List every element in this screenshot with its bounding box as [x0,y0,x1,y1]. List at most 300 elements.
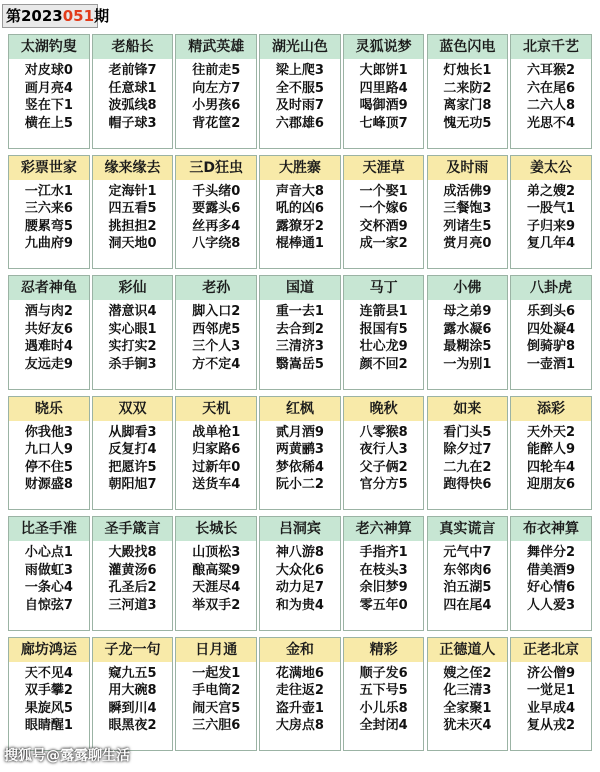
card-lines [260,180,340,253]
card-line: 一江水1 [24,183,73,199]
card-title: 晓乐 [9,397,89,421]
card-line: 三河道3 [108,597,157,613]
card-title: 湖光山色 [260,35,340,59]
card-line: 天涯尽4 [192,580,241,595]
issue-suffix: 期 [94,7,110,25]
card-line: 洞天地0 [108,236,157,251]
card-title: 姜太公 [511,156,591,180]
card-line: 一个嫁6 [359,201,408,216]
card-line: 实打实2 [108,339,157,354]
card-line: 九曲府9 [24,236,73,251]
card-0-0 [8,34,90,149]
card-lines [511,421,591,494]
card-line: 母之弟9 [443,304,492,319]
card-line: 灯烛长1 [443,63,492,78]
card-line: 窥九五5 [108,665,157,681]
card-line: 停不住5 [24,459,73,475]
card-line: 最糊涂5 [443,339,492,354]
card-line: 花满地6 [275,665,324,681]
card-line: 老前锋7 [108,63,157,78]
card-line: 大房点8 [275,718,324,733]
card-line: 大众化6 [275,562,324,578]
card-title: 天涯草 [344,156,424,180]
card-title: 精彩 [344,638,424,662]
card-line: 果旋风5 [24,700,73,716]
card-title: 及时雨 [428,156,508,180]
card-line: 一为别1 [443,356,492,372]
card-line: 人人爱3 [527,597,576,613]
card-line: 盗升壶1 [275,700,324,716]
card-title: 彩票世家 [9,156,89,180]
card-line: 举双手2 [192,597,241,613]
card-lines [93,421,173,494]
card-lines [9,662,89,735]
card-title: 日月通 [176,638,256,662]
card-title: 大胜寨 [260,156,340,180]
card-line: 酒与肉2 [24,304,73,319]
card-lines [260,300,340,373]
card-line: 动力足7 [275,580,324,595]
card-4-3 [259,516,341,631]
card-line: 连箭县1 [359,304,408,319]
card-line: 灌黄汤6 [108,562,157,578]
card-lines [9,541,89,614]
card-line: 济公僧9 [527,665,576,681]
card-line: 四里路4 [359,80,408,96]
card-line: 小儿乐8 [359,700,408,716]
card-4-6 [510,516,592,631]
card-line: 财源盛8 [24,477,73,492]
card-lines [511,180,591,253]
card-2-2 [175,275,257,390]
card-title: 精武英雄 [176,35,256,59]
card-lines [260,59,340,132]
card-line: 离家门8 [443,98,492,113]
card-line: 露水凝6 [443,321,492,337]
card-line: 跑得快6 [443,477,492,492]
card-title: 灵狐说梦 [344,35,424,59]
card-line: 看门头5 [443,424,492,440]
card-title: 小佛 [428,276,508,300]
card-line: 除夕过7 [443,442,492,457]
card-4-5 [427,516,509,631]
card-line: 孔圣后2 [108,580,157,595]
card-5-6 [510,637,592,752]
card-line: 好心情6 [527,580,576,595]
card-line: 小男孩6 [192,98,241,113]
card-4-2 [175,516,257,631]
card-line: 三清济3 [275,339,324,354]
card-line: 犹未灭4 [443,718,492,733]
card-1-3 [259,155,341,270]
card-line: 神八游8 [275,545,324,560]
card-line: 背花筐2 [192,115,241,131]
card-title: 红枫 [260,397,340,421]
card-line: 小心点1 [24,545,73,560]
card-line: 脚入口2 [192,304,241,319]
card-line: 天外天2 [527,424,576,440]
card-line: 八零猴8 [359,424,408,440]
card-line: 波弧线8 [108,98,157,113]
card-line: 一条心4 [24,580,73,595]
card-0-2 [175,34,257,149]
card-line: 闹天宫5 [192,700,241,716]
card-lines [9,180,89,253]
card-line: 梦依稀4 [275,459,324,475]
issue-prefix: 第2023 [6,7,63,25]
watermark: 搜狐号@露露聊生活 [4,748,130,764]
card-line: 余旧梦9 [359,580,408,595]
card-line: 往前走5 [192,63,241,78]
card-5-3 [259,637,341,752]
card-lines [511,300,591,373]
card-line: 千头绪0 [192,183,241,199]
card-2-1 [92,275,174,390]
card-line: 赏月亮0 [443,236,492,251]
issue-header [2,4,110,28]
card-title: 双双 [93,397,173,421]
card-3-4 [343,396,425,511]
card-lines [93,59,173,132]
card-title: 金和 [260,638,340,662]
card-line: 六在尾6 [527,80,576,96]
card-line: 你我他3 [24,424,73,440]
card-lines [428,541,508,614]
card-lines [260,541,340,614]
card-0-1 [92,34,174,149]
card-line: 成一家2 [359,236,408,251]
card-1-6 [510,155,592,270]
card-line: 夜行人3 [359,442,408,457]
card-lines [176,421,256,494]
card-title: 比圣手准 [9,517,89,541]
card-3-6 [510,396,592,511]
card-line: 三六来6 [24,201,73,216]
issue-number: 051 [62,7,95,25]
card-line: 泊五湖5 [443,580,492,595]
card-line: 复几年4 [527,236,576,251]
card-line: 八字绕8 [192,236,241,251]
card-line: 四五看5 [108,201,157,216]
card-line: 自惊弦7 [24,597,73,613]
card-line: 眼黑夜2 [108,718,157,733]
card-line: 借美酒9 [527,562,576,578]
card-1-5 [427,155,509,270]
card-line: 用大碗8 [108,683,157,698]
card-title: 彩仙 [93,276,173,300]
card-2-0 [8,275,90,390]
card-lines [176,180,256,253]
card-line: 五下号5 [359,683,408,698]
card-title: 老六神算 [344,517,424,541]
card-line: 方不定4 [192,356,241,372]
card-line: 杀手锏3 [108,356,157,372]
card-line: 壮心龙9 [359,339,408,354]
card-title: 正老北京 [511,638,591,662]
card-line: 业早成4 [527,700,576,716]
card-4-1 [92,516,174,631]
card-line: 挑担担2 [108,218,157,234]
card-line: 七峰顶7 [359,115,408,131]
card-line: 声音大8 [275,183,324,199]
card-lines [344,662,424,735]
card-line: 四处凝4 [527,321,576,337]
card-line: 横在上5 [24,115,73,131]
card-line: 露獠牙2 [275,218,324,234]
card-line: 能醉人9 [527,442,576,457]
card-line: 六耳猴2 [527,63,576,78]
card-line: 弟之嫂2 [527,183,576,199]
card-line: 一壶酒1 [527,356,576,372]
card-line: 帽子球3 [108,115,157,131]
card-line: 天不见4 [24,665,73,681]
card-title: 天机 [176,397,256,421]
card-line: 手指齐1 [359,545,408,560]
card-line: 化三清3 [443,683,492,698]
card-line: 两黄鹂3 [275,442,324,457]
card-line: 瞬到川4 [108,700,157,716]
card-title: 子龙一句 [93,638,173,662]
card-line: 去合到2 [275,321,324,337]
card-title: 太湖钓叟 [9,35,89,59]
card-lines [344,541,424,614]
card-line: 重一去1 [275,304,324,319]
card-line: 和为贵4 [275,597,324,613]
card-lines [260,662,340,735]
card-line: 舞伴分2 [527,545,576,560]
card-lines [176,59,256,132]
card-line: 友远走9 [24,356,73,372]
card-4-4 [343,516,425,631]
card-line: 倒骑驴8 [527,339,576,354]
card-line: 画月亮4 [24,80,73,96]
card-line: 向左方7 [192,80,241,96]
card-line: 二六人8 [527,98,576,113]
card-line: 三六胆6 [192,718,241,733]
card-line: 及时雨7 [275,98,324,113]
card-line: 四在尾4 [443,597,492,613]
card-2-6 [510,275,592,390]
card-title: 老孙 [176,276,256,300]
card-lines [428,59,508,132]
card-line: 大殿找8 [108,545,157,560]
card-line: 报国有5 [359,321,408,337]
card-line: 雨做虹3 [24,562,73,578]
predictions-grid [8,34,594,758]
card-3-2 [175,396,257,511]
card-line: 全封闭4 [359,718,408,733]
card-lines [428,300,508,373]
card-line: 四轮车4 [527,459,576,475]
card-line: 手电筒2 [192,683,241,698]
card-3-1 [92,396,174,511]
card-line: 顺子发6 [359,665,408,681]
card-line: 腰累弯5 [24,218,73,234]
card-4-0 [8,516,90,631]
card-title: 如来 [428,397,508,421]
card-lines [511,662,591,735]
card-line: 丝再多4 [192,218,241,234]
card-line: 梁上爬3 [275,63,324,78]
card-title: 三D狂虫 [176,156,256,180]
card-line: 在枝头3 [359,562,408,578]
card-title: 添彩 [511,397,591,421]
card-line: 反复打4 [108,442,157,457]
card-line: 交杯酒9 [359,218,408,234]
card-line: 零五年0 [359,597,408,613]
card-title: 圣手箴言 [93,517,173,541]
card-lines [344,180,424,253]
card-line: 送货车4 [192,477,241,492]
card-title: 缘来缘去 [93,156,173,180]
card-line: 归家路6 [192,442,241,457]
card-line: 翳嵩岳5 [275,356,324,372]
card-line: 眼睛醒1 [24,718,73,733]
card-title: 忍者神龟 [9,276,89,300]
card-5-2 [175,637,257,752]
card-line: 一个娶1 [359,183,408,199]
card-line: 东邻肉6 [443,562,492,578]
card-line: 复从戎2 [527,718,576,733]
card-line: 一觉足1 [527,683,576,698]
card-line: 三个人3 [192,339,241,354]
card-line: 喝御酒9 [359,98,408,113]
card-line: 全家聚1 [443,700,492,716]
card-1-0 [8,155,90,270]
card-title: 北京千艺 [511,35,591,59]
card-lines [511,59,591,132]
card-lines [9,300,89,373]
card-0-6 [510,34,592,149]
card-3-3 [259,396,341,511]
card-lines [344,300,424,373]
card-line: 实心眼1 [108,321,157,337]
card-line: 大郎饼1 [359,63,408,78]
card-lines [344,59,424,132]
card-title: 长城长 [176,517,256,541]
card-lines [428,180,508,253]
card-line: 一起发1 [192,665,241,681]
card-lines [176,662,256,735]
card-lines [93,541,173,614]
card-lines [176,541,256,614]
card-title: 吕洞宾 [260,517,340,541]
card-2-3 [259,275,341,390]
card-2-5 [427,275,509,390]
card-line: 九口人9 [24,442,73,457]
card-line: 共好友6 [24,321,73,337]
card-line: 二九在2 [443,459,492,475]
card-lines [428,662,508,735]
card-title: 老船长 [93,35,173,59]
card-line: 任意球1 [108,80,157,96]
card-line: 迎朋友6 [527,477,576,492]
card-line: 六郡雄6 [275,115,324,131]
card-line: 嫂之侄2 [443,665,492,681]
card-line: 双手攀2 [24,683,73,698]
card-lines [93,662,173,735]
card-line: 颜不回2 [359,356,408,372]
card-1-1 [92,155,174,270]
card-5-1 [92,637,174,752]
card-line: 光思不4 [527,115,576,131]
card-lines [344,421,424,494]
card-line: 西邻虎5 [192,321,241,337]
card-title: 八卦虎 [511,276,591,300]
card-line: 阮小二2 [275,477,324,492]
card-lines [511,541,591,614]
card-0-5 [427,34,509,149]
card-line: 对皮球0 [24,63,73,78]
card-line: 定海针1 [108,183,157,199]
card-line: 二来防2 [443,80,492,96]
card-title: 国道 [260,276,340,300]
card-lines [93,300,173,373]
card-lines [428,421,508,494]
card-5-5 [427,637,509,752]
card-3-5 [427,396,509,511]
card-line: 吼的凶6 [275,201,324,216]
card-title: 廊坊鸿运 [9,638,89,662]
card-line: 潜意识4 [108,304,157,319]
card-line: 山顶松3 [192,545,241,560]
card-title: 真实谎言 [428,517,508,541]
card-line: 遇难时4 [24,339,73,354]
card-line: 酿高粱9 [192,562,241,578]
card-5-4 [343,637,425,752]
card-line: 一股气1 [527,201,576,216]
card-line: 过新年0 [192,459,241,475]
card-1-4 [343,155,425,270]
card-line: 朝阳旭7 [108,477,157,492]
card-lines [9,59,89,132]
card-line: 官分方5 [359,477,408,492]
card-2-4 [343,275,425,390]
card-line: 贰月酒9 [275,424,324,440]
card-title: 马丁 [344,276,424,300]
card-1-2 [175,155,257,270]
card-line: 走往返2 [275,683,324,698]
card-lines [260,421,340,494]
card-title: 布衣神算 [511,517,591,541]
card-line: 三餐饱3 [443,201,492,216]
card-line: 战单枪1 [192,424,241,440]
card-line: 子归来9 [527,218,576,234]
card-line: 愧无功5 [443,115,492,131]
card-line: 父子俩2 [359,459,408,475]
card-line: 全不服5 [275,80,324,96]
card-lines [93,180,173,253]
card-title: 正德道人 [428,638,508,662]
card-line: 成活佛9 [443,183,492,199]
card-line: 棍棒通1 [275,236,324,251]
card-line: 乐到头6 [527,304,576,319]
card-line: 竖在下1 [24,98,73,113]
card-5-0 [8,637,90,752]
card-line: 元气中7 [443,545,492,560]
card-title: 蓝色闪电 [428,35,508,59]
card-title: 晚秋 [344,397,424,421]
card-line: 要露头6 [192,201,241,216]
card-line: 从脚看3 [108,424,157,440]
card-line: 把愿许5 [108,459,157,475]
card-3-0 [8,396,90,511]
card-lines [176,300,256,373]
card-0-4 [343,34,425,149]
card-line: 列诸生5 [443,218,492,234]
card-lines [9,421,89,494]
card-0-3 [259,34,341,149]
